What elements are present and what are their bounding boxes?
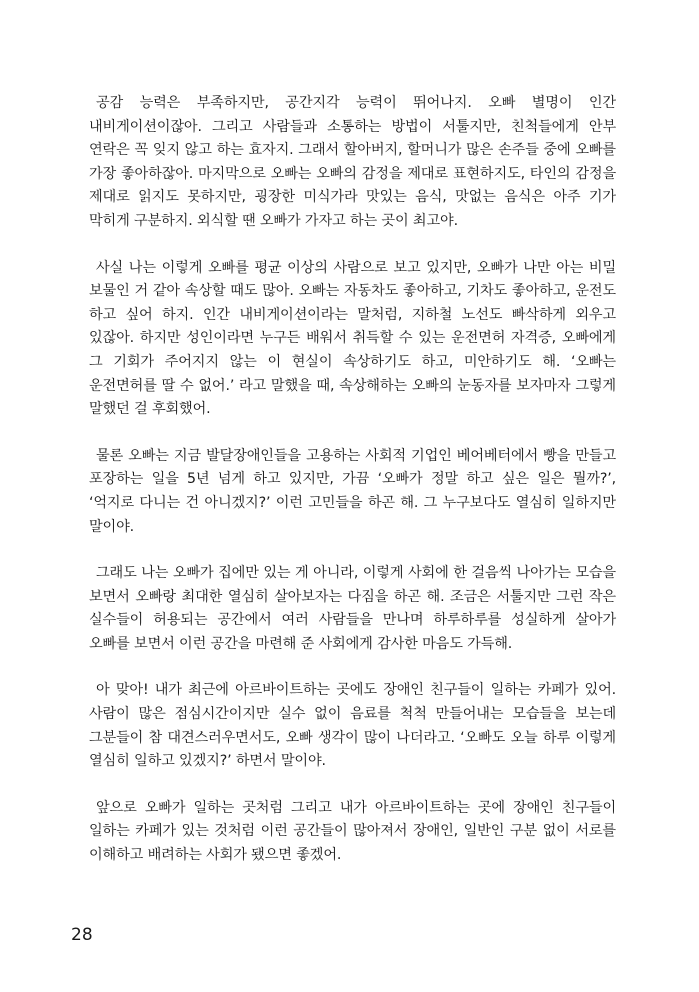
paragraph-4: 그래도 나는 오빠가 집에만 있는 게 아니라, 이렇게 사회에 한 걸음씩 나아가는 모습을 보면서 오빠랑 최대한 열심히 살아보자는 다짐을 하곤 해. 조금은 서툴지만 그런 작은 실수들이 허용되는 공간에서 여러 사람들을 만나며 하루하루를 성실하게 살아가 오빠를 보면서 이런 공간을 마련해 준 사회에게 감사한 마음도 가득해. (89, 565, 616, 652)
page-number: 28 (71, 925, 93, 945)
body-text (89, 92, 616, 891)
paragraph-5: 아 맞아! 내가 최근에 아르바이트하는 곳에도 장애인 친구들이 일하는 카페가 있어. 사람이 많은 점심시간이지만 실수 없이 음료를 척척 만들어내는 모습들을 보는데 그분들이 참 대견스러우면서도, 오빠 생각이 많이 나더라고. ‘오빠도 오늘 하루 이렇게 열심히 일하고 있겠지?’ 하면서 말이야. (89, 682, 616, 770)
paragraph-6: 앞으로 오빠가 일하는 곳처럼 그리고 내가 아르바이트하는 곳에 장애인 친구들이 일하는 카페가 있는 것처럼 이런 공간들이 많아져서 장애인, 일반인 구분 없이 서로를 이해하고 배려하는 사회가 됐으면 좋겠어. (89, 799, 616, 864)
paragraph-3: 물론 오빠는 지금 발달장애인들을 고용하는 사회적 기업인 베어베터에서 빵을 만들고 포장하는 일을 5년 넘게 하고 있지만, 가끔 ‘오빠가 정말 하고 싶은 일은 뭘까?’, ‘억지로 다니는 건 아니겠지?’ 이런 고민들을 하곤 해. 그 누구보다도 열심히 일하지만 말이야. (89, 447, 616, 535)
paragraph-1: 공감 능력은 부족하지만, 공간지각 능력이 뛰어나지. 오빠 별명이 인간 내비게이션이잖아. 그리고 사람들과 소통하는 방법이 서툴지만, 친척들에게 안부 연락은 꼭 잊지 않고 하는 효자지. 그래서 할아버지, 할머니가 많은 손주들 중에 오빠를 가장 좋아하잖아. 마지막으로 오빠는 오빠의 감정을 제대로 표현하지도, 타인의 감정을 제대로 읽지도 못하지만, 굉장한 미식가라 맛있는 음식, 맛없는 음식은 아주 기가 막히게 구분하지. 외식할 땐 오빠가 가자고 하는 곳이 최고야. (89, 95, 616, 229)
paragraph-2: 사실 나는 이렇게 오빠를 평균 이상의 사람으로 보고 있지만, 오빠가 나만 아는 비밀 보물인 거 같아 속상할 때도 많아. 오빠는 자동차도 좋아하고, 기차도 좋아하고, 운전도 하고 싶어 하지. 인간 내비게이션이라는 말처럼, 지하철 노선도 빠삭하게 외우고 있잖아. 하지만 성인이라면 누구든 배워서 취득할 수 있는 운전면허 자격증, 오빠에게 그 기회가 주어지지 않는 이 현실이 속상하기도 하고, 미안하기도 해. ‘오빠는 운전면허를 딸 수 없어.’ 라고 말했을 때, 속상해하는 오빠의 눈동자를 보자마자 그렇게 말했던 걸 후회했어. (89, 259, 616, 418)
